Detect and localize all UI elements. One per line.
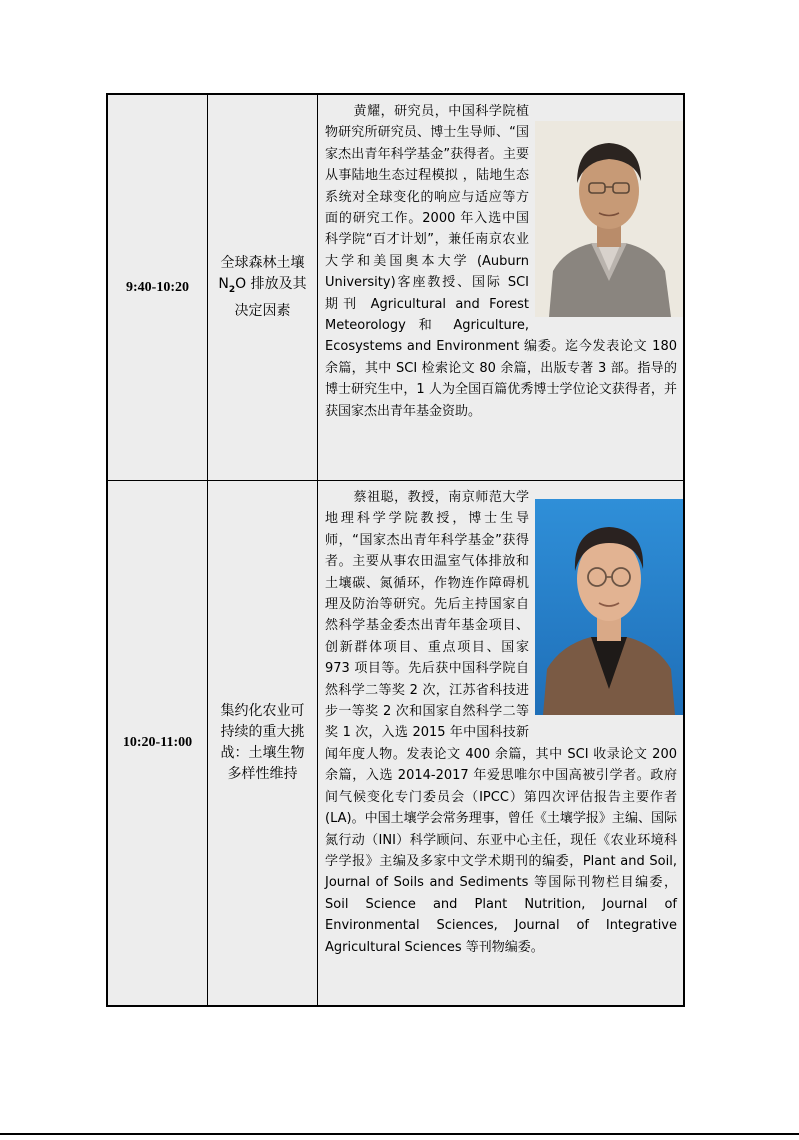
speaker-photo bbox=[535, 499, 683, 719]
time-slot: 9:40-10:20 bbox=[108, 95, 208, 480]
speaker-bio-cell bbox=[318, 95, 683, 480]
speaker-photo bbox=[535, 121, 683, 321]
time-slot: 10:20-11:00 bbox=[108, 481, 208, 1005]
speaker-bio: 蔡祖聪，教授，南京师范大学地理科学学院教授，博士生导师，“国家杰出青年科学基金”获得者。主要从事农田温室气体排放和土壤碳、氮循环，作物连作障碍机理及防治等研究。先后主持国家自然科学基金委杰出青年基金项目、创新群体项目、重点项目、国家 973 项目等。先后获中国科学院自然科学二等奖 2 次，江苏省科技进步一等奖 2 次和国家自然科学二等奖 1 次，入选 2015 年中国科技新闻年度人物。发表论文 400 余篇，其中 SCI 收录论文 200 余篇，入选 2014-2017 年爱思唯尔中国高被引学者。政府间气候变化专门委员会（IPCC）第四次评估报告主要作者(LA)。中国土壤学会常务理事，曾任《土壤学报》主编、国际氮行动（INI）科学顾问、东亚中心主任，现任《农业环境科学学报》主编及多家中文学术期刊的编委，Plant and Soil, Journal of Soils and Sediments 等国际刊物栏目编委，Soil Science and Plant Nutrition, Journal of Environmental Sciences, Journal of Integrative Agricultural Sciences 等刊物编委。 bbox=[325, 490, 677, 955]
schedule-table bbox=[106, 93, 685, 1007]
talk-topic bbox=[208, 95, 318, 480]
table-row bbox=[108, 95, 683, 480]
table-row bbox=[108, 480, 683, 1005]
speaker-bio-cell bbox=[318, 481, 683, 1005]
topic-text-post: O 排放及其决定因素 bbox=[234, 276, 307, 319]
topic-subscript: 2 bbox=[228, 284, 236, 295]
topic-text-pre: 全球森林土壤 N bbox=[218, 255, 305, 293]
speaker-bio: 黄耀，研究员，中国科学院植物研究所研究员、博士生导师、“国家杰出青年科学基金”获得者。主要从事陆地生态过程模拟 ，陆地生态系统对全球变化的响应与适应等方面的研究工作。2000 年入选中国科学院“百才计划”，兼任南京农业大学和美国奥本大学 (Auburn University)客座教授、国际 SCI 期刊 Agricultural and Forest Meteorology 和 Agriculture, Ecosystems and Environment 编委。迄今发表论文 180 余篇，其中 SCI 检索论文 80 余篇，出版专著 3 部。指导的博士研究生中，1 人为全国百篇优秀博士学位论文获得者，并获国家杰出青年基金资助。 bbox=[325, 104, 677, 419]
talk-topic: 集约化农业可持续的重大挑战：土壤生物多样性维持 bbox=[208, 481, 318, 1005]
page-bottom-rule bbox=[0, 1133, 799, 1135]
